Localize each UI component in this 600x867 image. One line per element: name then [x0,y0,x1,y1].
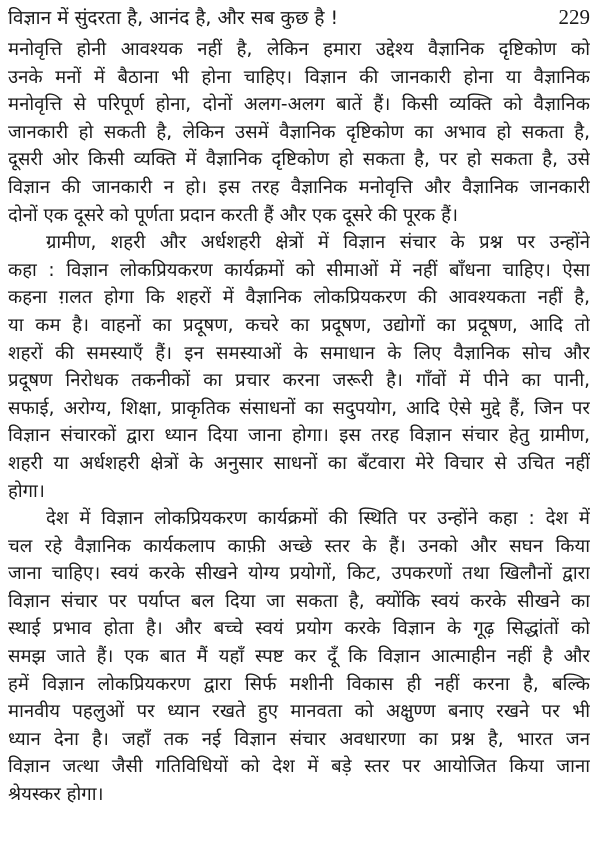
paragraph [8,36,590,229]
text-line: शहरी या अर्धशहरी क्षेत्रों के अनुसार साधनों का बँटवारा मेरे विचार से उचित नहीं [8,452,590,474]
text-line: विज्ञान संचार पर पर्याप्त बल दिया जा सकता है, क्योंकि स्वयं करके सीखने का [8,590,590,612]
text-line: देश में विज्ञान लोकप्रियकरण कार्यक्रमों की स्थिति पर उन्होंने कहा : देश में [46,508,590,530]
text-line: श्रेयस्कर होगा। [8,784,104,806]
text-line: स्थाई प्रभाव होता है। और बच्चे स्वयं प्रयोग करके विज्ञान के गूढ़ सिद्धांतों को [8,618,590,640]
text-line: कहा : विज्ञान लोकप्रियकरण कार्यक्रमों को सीमाओं में नहीं बाँधना चाहिए। ऐसा [8,259,590,281]
text-line: दोनों एक दूसरे को पूर्णता प्रदान करती हैं और एक दूसरे की पूरक हैं। [8,204,458,226]
text-line: जाना चाहिए। स्वयं करके सीखने योग्य प्रयोगों, किट, उपकरणों तथा खिलौनों द्वारा [8,563,590,585]
text-line: शहरों की समस्याएँ हैं। इन समस्याओं के समाधान के लिए वैज्ञानिक सोच और [8,342,590,364]
text-line: प्रदूषण निरोधक तकनीकों का प्रचार करना जरूरी है। गाँवों में पीने का पानी, [8,370,590,392]
text-line: विज्ञान संचारकों द्वारा ध्यान दिया जाना होगा। इस तरह विज्ञान संचार हेतु ग्रामीण, [8,425,590,447]
text-line: समझ जाते हैं। एक बात मैं यहाँ स्पष्ट कर दूँ कि विज्ञान आत्माहीन नहीं है और [8,646,590,668]
paragraph [8,229,590,505]
text-line: ध्यान देना है। जहाँ तक नई विज्ञान संचार अवधारणा का प्रश्न है, भारत जन [8,728,590,750]
text-line: होगा। [8,480,45,502]
page-body [8,36,590,809]
paragraph [8,505,590,809]
text-line: मनोवृत्ति से परिपूर्ण होना, दोनों अलग-अलग बातें हैं। किसी व्यक्ति को वैज्ञानिक [8,94,590,116]
text-line: मनोवृत्ति होनी आवश्यक नहीं है, लेकिन हमारा उद्देश्य वैज्ञानिक दृष्टिकोण को [8,39,590,60]
text-line: मानवीय पहलुओं पर ध्यान रखते हुए मानवता को अक्षुण्ण बनाए रखने पर भी [8,701,590,723]
text-line: हमें विज्ञान लोकप्रियकरण द्वारा सिर्फ मशीनी विकास ही नहीं करना है, बल्कि [8,673,590,695]
running-title: विज्ञान में सुंदरता है, आनंद है, और सब कुछ है ! [8,7,339,29]
text-line: ग्रामीण, शहरी और अर्धशहरी क्षेत्रों में विज्ञान संचार के प्रश्न पर उन्होंने [46,232,590,254]
text-line: उनके मनों में बैठाना भी होना चाहिए। विज्ञान की जानकारी होना या वैज्ञानिक [8,66,590,88]
running-header [8,2,590,32]
page-number: 229 [558,4,590,29]
text-line: दूसरी ओर किसी व्यक्ति में वैज्ञानिक दृष्टिकोण हो सकता है, पर हो सकता है, उसे [8,149,590,171]
text-line: विज्ञान जत्था जैसी गतिविधियों को देश में बड़े स्तर पर आयोजित किया जाना [8,756,590,778]
text-line: जानकारी हो सकती है, लेकिन उसमें वैज्ञानिक दृष्टिकोण का अभाव हो सकता है, [8,121,590,143]
text-line: कहना ग़लत होगा कि शहरों में वैज्ञानिक लोकप्रियकरण की आवश्यकता नहीं है, [8,287,590,309]
text-line: चल रहे वैज्ञानिक कार्यकलाप काफ़ी अच्छे स्तर के हैं। उनको और सघन किया [8,535,590,557]
text-line: सफाई, अरोग्य, शिक्षा, प्राकृतिक संसाधनों का सदुपयोग, आदि ऐसे मुद्दे हैं, जिन पर [8,397,590,419]
text-line: विज्ञान की जानकारी न हो। इस तरह वैज्ञानिक मनोवृत्ति और वैज्ञानिक जानकारी [8,176,590,198]
text-line: या कम है। वाहनों का प्रदूषण, कचरे का प्रदूषण, उद्योगों का प्रदूषण, आदि तो [8,314,590,336]
